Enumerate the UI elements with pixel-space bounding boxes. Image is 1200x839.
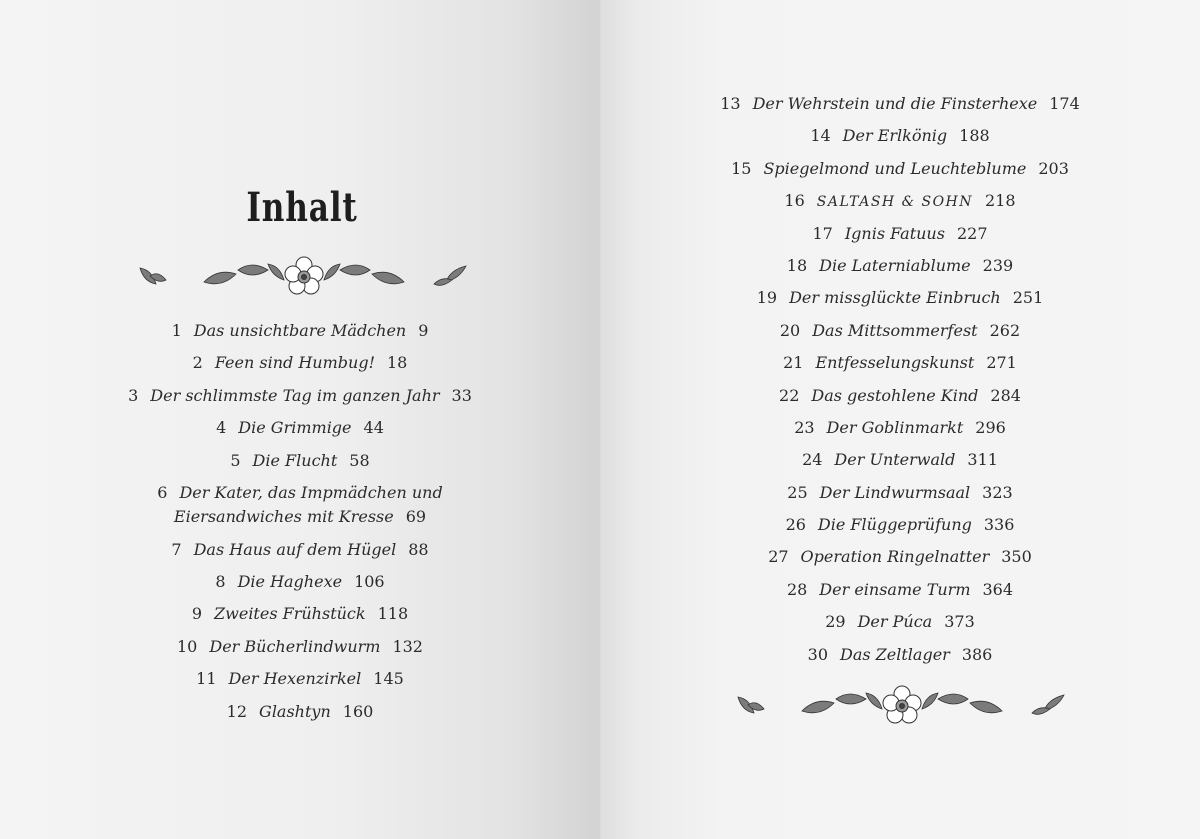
toc-entry[interactable]	[690, 254, 1110, 286]
leaf-flower-ornament-icon	[732, 683, 1072, 727]
toc-entry[interactable]	[690, 384, 1110, 416]
page-number: 239	[982, 255, 1014, 275]
page-number: 311	[967, 450, 998, 470]
chapter-number: 15	[731, 158, 752, 178]
chapter-number: 22	[779, 385, 800, 405]
toc-entry[interactable]	[690, 481, 1110, 513]
chapter-title: Der Erlkönig	[842, 126, 948, 146]
chapter-number: 27	[768, 547, 789, 567]
chapter-number: 16	[784, 191, 805, 211]
chapter-title: Die Flüggeprüfung	[817, 515, 972, 535]
toc-entry[interactable]	[90, 570, 510, 602]
page-number: 251	[1012, 288, 1044, 308]
chapter-number: 23	[794, 417, 815, 437]
chapter-number: 4	[216, 418, 227, 438]
toc-entry[interactable]	[90, 602, 510, 634]
book-gutter	[598, 0, 602, 839]
toc-entry[interactable]	[690, 189, 1110, 221]
page-number: 174	[1049, 94, 1080, 113]
page-number: 373	[944, 612, 975, 632]
chapter-title: Glashtyn	[259, 701, 331, 721]
toc-entry[interactable]	[690, 286, 1110, 318]
chapter-title: Operation Ringelnatter	[800, 547, 990, 567]
chapter-title: Das Zeltlager	[840, 644, 950, 664]
page-number: 364	[982, 579, 1014, 599]
chapter-title: Der Hexenzirkel	[228, 669, 362, 689]
page-number: 160	[342, 701, 374, 721]
chapter-number: 7	[171, 539, 182, 559]
toc-entry[interactable]	[90, 416, 510, 448]
page-number: 203	[1038, 158, 1069, 178]
leaf-flower-ornament-icon	[134, 254, 474, 298]
toc-list-right	[690, 92, 1110, 675]
toc-entry[interactable]	[690, 513, 1110, 545]
chapter-title: Das gestohlene Kind	[811, 385, 979, 405]
chapter-number: 3	[128, 385, 139, 405]
toc-entry[interactable]	[690, 157, 1110, 189]
chapter-title: Entfesselungskunst	[815, 353, 975, 373]
chapter-title: Der Bücherlindwurm	[209, 636, 381, 656]
chapter-number: 21	[783, 353, 804, 373]
page-number: 336	[983, 515, 1015, 535]
chapter-number: 19	[756, 288, 778, 308]
page-number: 386	[961, 644, 993, 664]
chapter-title: Der missglückte Einbruch	[789, 288, 1001, 308]
toc-list-left	[90, 319, 510, 732]
chapter-title: Das unsichtbare Mädchen	[193, 321, 407, 340]
page-number: 9	[418, 321, 429, 340]
chapter-title: Der Wehrstein und die Finsterhexe	[752, 94, 1038, 113]
chapter-title: Der Púca	[857, 612, 933, 632]
page-number: 350	[1001, 547, 1032, 567]
chapter-number: 5	[230, 450, 241, 470]
toc-entry[interactable]	[690, 319, 1110, 351]
page-number: 118	[377, 604, 409, 624]
page-number: 227	[956, 223, 988, 243]
chapter-number: 10	[177, 636, 198, 656]
chapter-title: Spiegelmond und Leuchteblume	[763, 158, 1027, 178]
page-number: 18	[387, 353, 408, 373]
page-number: 44	[363, 418, 384, 438]
chapter-title: Das Haus auf dem Hügel	[193, 539, 397, 559]
chapter-title: Der Goblinmarkt	[826, 417, 964, 437]
toc-entry[interactable]	[690, 351, 1110, 383]
page-number: 132	[392, 636, 423, 656]
toc-entry[interactable]	[690, 448, 1110, 480]
toc-entry[interactable]	[90, 384, 510, 416]
page-number: 33	[451, 385, 472, 405]
chapter-number: 30	[807, 644, 828, 664]
toc-entry[interactable]	[690, 416, 1110, 448]
page-number: 106	[354, 571, 385, 591]
page-number: 323	[982, 482, 1013, 502]
page-number: 218	[985, 191, 1016, 211]
chapter-title: Die Grimmige	[238, 418, 352, 438]
toc-entry[interactable]	[90, 319, 510, 351]
toc-entry[interactable]	[690, 610, 1110, 642]
chapter-number: 17	[812, 223, 833, 243]
chapter-title: Der schlimmste Tag im ganzen Jahr	[150, 385, 440, 405]
chapter-title: Die Flucht	[252, 450, 338, 470]
chapter-number: 9	[191, 604, 203, 624]
chapter-title: Ignis Fatuus	[844, 223, 945, 243]
chapter-number: 12	[226, 701, 248, 721]
toc-entry[interactable]	[90, 635, 510, 667]
page-number: 145	[373, 669, 404, 689]
chapter-number: 2	[192, 353, 203, 373]
chapter-title-line2: Eiersandwiches mit Kresse	[173, 506, 394, 526]
page-number: 284	[990, 385, 1021, 405]
chapter-title: Feen sind Humbug!	[214, 353, 375, 373]
chapter-title: Zweites Frühstück	[214, 604, 366, 624]
toc-entry[interactable]	[90, 351, 510, 383]
chapter-number: 28	[786, 579, 808, 599]
toc-entry[interactable]	[690, 643, 1110, 675]
toc-entry[interactable]	[690, 578, 1110, 610]
page-title: Inhalt	[246, 184, 358, 231]
toc-entry[interactable]	[90, 538, 510, 570]
page-number: 88	[408, 539, 429, 559]
toc-entry[interactable]	[90, 449, 510, 481]
toc-entry[interactable]	[90, 700, 510, 732]
page-number: 296	[975, 417, 1006, 437]
chapter-number: 24	[802, 450, 823, 470]
toc-entry[interactable]	[690, 545, 1110, 577]
toc-entry[interactable]	[90, 667, 510, 699]
chapter-title: Das Mittsommerfest	[812, 320, 978, 340]
chapter-number: 6	[157, 482, 168, 502]
toc-entry[interactable]	[690, 92, 1110, 124]
chapter-number: 14	[810, 126, 831, 146]
chapter-title: SALTASH & SOHN	[816, 194, 974, 211]
chapter-title-line1: Der Kater, das Impmädchen und	[179, 482, 443, 502]
chapter-title: Die Laterniablume	[819, 255, 971, 275]
page-number: 188	[959, 126, 990, 146]
chapter-number: 25	[787, 482, 808, 502]
page-number: 58	[349, 450, 370, 470]
page-number: 262	[989, 320, 1021, 340]
chapter-title: Der Lindwurmsaal	[819, 482, 971, 502]
chapter-title: Der Unterwald	[834, 450, 956, 470]
page-number: 271	[986, 353, 1017, 373]
toc-entry[interactable]	[90, 481, 510, 538]
chapter-number: 29	[825, 612, 846, 632]
chapter-number: 13	[720, 94, 741, 113]
chapter-number: 26	[785, 515, 806, 535]
chapter-number: 18	[786, 255, 808, 275]
page-number: 69	[405, 506, 427, 526]
chapter-title: Die Haghexe	[237, 571, 343, 591]
chapter-number: 1	[171, 321, 182, 340]
toc-entry[interactable]	[690, 124, 1110, 156]
toc-entry[interactable]	[690, 222, 1110, 254]
chapter-title: Der einsame Turm	[819, 579, 971, 599]
chapter-number: 20	[779, 320, 801, 340]
chapter-number: 11	[196, 669, 217, 689]
chapter-number: 8	[215, 571, 226, 591]
